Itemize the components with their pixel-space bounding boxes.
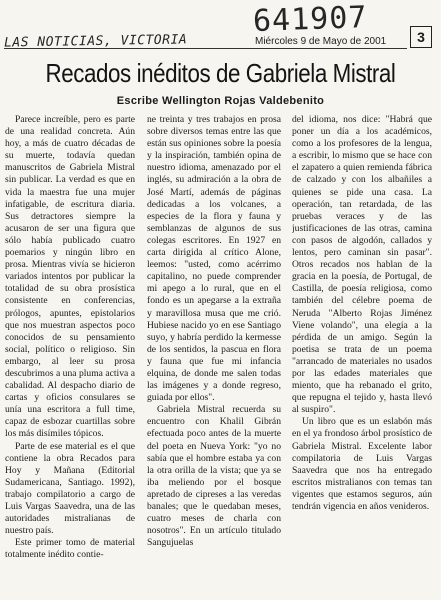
issue-date: Miércoles 9 de Mayo de 2001 <box>255 36 387 47</box>
paragraph: Parte de ese material es el que contiene la obra Recados para Hoy y Mañana (Editorial Sudamericana, Santiago. 1992), trabajo compilatorio a cargo de Luis Vargas Saavedra, una de las autoridades mistralianas de nuestro país. <box>5 440 135 537</box>
article-column-1 <box>5 114 135 596</box>
paragraph: del idioma, nos dice: "Habrá que poner un día a los académicos, como a los profesores de la lengua, a escribir, lo mismo que se hace con el zapatero a quien remienda fábrica de calzado y con los albañiles a quienes se pide una casa. La operación, tan retardada, de las pruebas veraces y de las justificaciones de las otras, camina con pasos de algodón, callados y lentos, pero caminan sin pasar". Otros recados nos hablan de la gracia en la poesía, de Portugal, de Castilla, de poesía religiosa, como también del célebre poema de Neruda "Alberto Rojas Jiménez Viene volando", una elegía a la pérdida de un amigo. Según la poetisa se trata de un poema "arrancado de materiales no usados por las edades materiales que miento, que ha rebanado el grito, que repugna el tejido y, hasta llevó al suspiro". <box>292 114 432 416</box>
article-headline: Recados inéditos de Gabriela Mistral <box>45 58 396 88</box>
article-byline: Escribe Wellington Rojas Valdebenito <box>116 95 325 107</box>
page-number: 3 <box>410 26 432 48</box>
paragraph: Gabriela Mistral recuerda su encuentro con Khalil Gibrán efectuada poco antes de la muerte del poeta en Nueva York: "yo no sabía que el hombre estaba ya con la otra orilla de la vista; que ya se iba meliendo por el bosque apretado de cipreses a las veredas banales; que le quedaban meses, cuatro meses de charla con nosotros". En un artículo titulado Sangujuelas <box>147 404 281 549</box>
paragraph: Un libro que es un eslabón más en el ya frondoso árbol prosístico de Gabriela Mistral. Excelente labor compilatoria de Luis Vargas Saavedra que nos ha entregado escritos mistralianos con temas tan vigentes que estamos seguros, aún tendrán vigencia en años venideros. <box>292 416 432 512</box>
article-column-3 <box>292 114 432 596</box>
article-column-2 <box>147 114 281 596</box>
handwritten-archive-number: 641907 <box>252 0 368 39</box>
header-divider <box>4 48 407 49</box>
handwritten-source-note: LAS NOTICIAS, VICTORIA <box>3 32 188 51</box>
paragraph: ne treinta y tres trabajos en prosa sobre diversos temas entre las que están sus opiniones sobre la poesía y la inspiración, también opina de nuestro idioma, amenazado por el inglés, su admiración a la obra de José Martí, además de páginas dedicadas a los volcanes, a especies de la flora y fauna y semblanzas de algunos de sus colegas escritores. En 1927 en carta dirigida al crítico Alone, leemos: "usted, como acérrimo capitalino, no puede comprender mi apego a lo rural, que en el fondo es un apegarse a la extraña y maravillosa musa que me crió. Hubiese nacido yo en ese Santiago suyo, y habría perdido la kermesse de los sentidos, la pascua en flora y fauna que fue mi infancia elquina, de donde me salen todas las imágenes y a donde regreso, guiada por ellos". <box>147 114 281 404</box>
paragraph: Parece increíble, pero es parte de una realidad concreta. Aún hoy, a más de cuatro décadas de su muerte, todavía quedan manuscritos de Gabriela Mistral sin publicar. La verdad es que en vida la maestra fue una mujer infatigable, de escritura diaria. Sus detractores siempre la acusaron de ser una figura que sólo había publicado cuatro poemarios y ningún libro en prosa. Mientras vivía se hicieron variados intentos por publicar la totalidad de su obra prosística consistente en conferencias, prólogos, apuntes, epistolarios que nos muestran aspectos poco conocidos de su pensamiento social, político o religioso. Sin embargo, al leer su prosa descubrimos a una pluma activa a cabalidad. Al despacho diario de cartas y oficios consulares se unía una escritora a full time, capaz de esbozar cuartillas sobre los más disímiles tópicos. <box>5 114 135 440</box>
paragraph: Este primer tomo de material totalmente inédito contie- <box>5 537 135 561</box>
